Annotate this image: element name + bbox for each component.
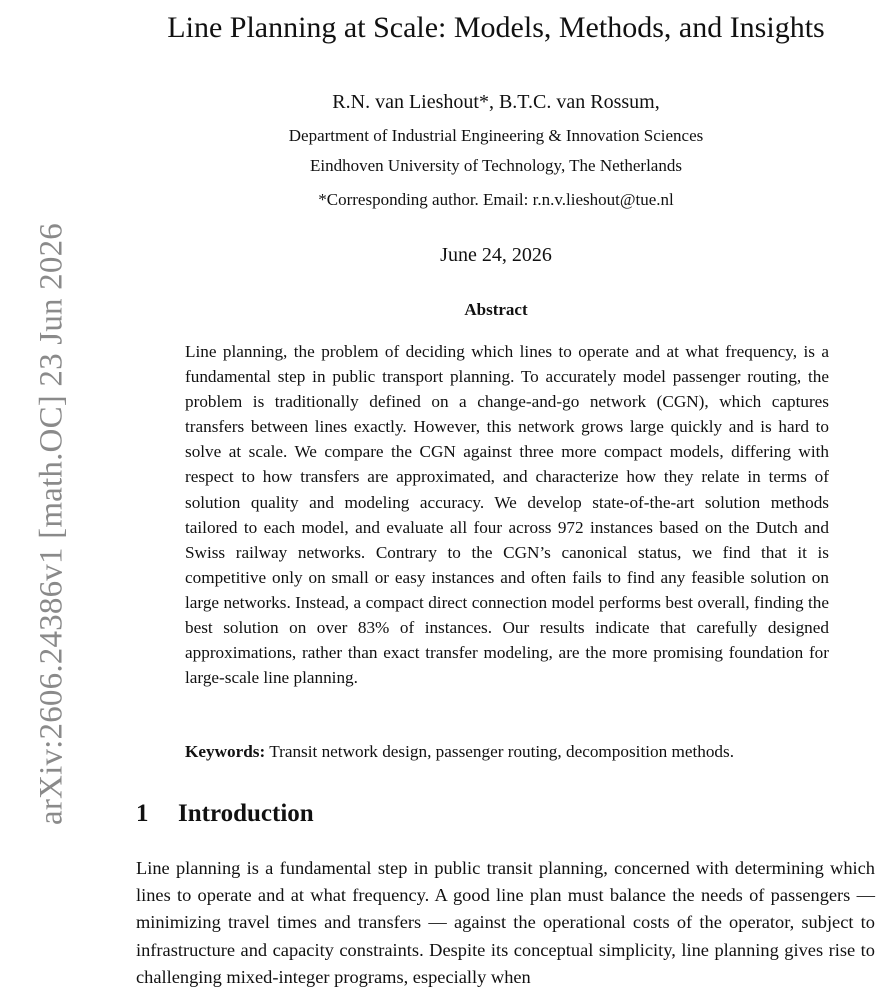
affiliation-department: Department of Industrial Engineering & Innovation Sciences: [288, 126, 704, 145]
abstract-text: Line planning, the problem of deciding which lines to operate and at what frequency, is a fundamental step in public transport planning. To accurately model passenger routing, the problem is traditionally defined on a change-and-go network (CGN), which captures transfers between lines exactly. However, this network grows large quickly and is hard to solve at scale. We compare the CGN against three more compact models, differing with respect to how transfers are approximated, and characterize how they relate in terms of solution quality and modeling accuracy. We develop state-of-the-art solution methods tailored to each model, and evaluate all four across 972 instances based on the Dutch and Swiss railway networks. Contrary to the CGN’s canonical status, we find that it is competitive only on small or easy instances and often fails to find any feasible solution on large networks. Instead, a compact direct connection model performs best overall, finding the best solution on over 83% of instances. Our results indicate that carefully designed approximations, rather than exact transfer modeling, are the more promising foundation for large-scale line planning.: [185, 342, 829, 688]
publication-date: June 24, 2026: [440, 244, 552, 266]
section-number: 1: [136, 800, 149, 827]
keywords-text: Transit network design, passenger routing, decomposition methods.: [269, 742, 735, 761]
section-title: Introduction: [178, 800, 314, 827]
author-list: R.N. van Lieshout*, B.T.C. van Rossum,: [332, 91, 660, 113]
arxiv-identifier-stamp: arXiv:2606.24386v1 [math.OC] 23 Jun 2026: [33, 223, 70, 825]
keywords-label: Keywords:: [185, 742, 266, 761]
keywords-line: [185, 742, 845, 762]
corresponding-author-note: *Corresponding author. Email: r.n.v.lieshout@tue.nl: [318, 190, 674, 209]
section-heading-introduction: [136, 800, 314, 828]
introduction-paragraph: Line planning is a fundamental step in public transit planning, concerned with determining which lines to operate and at what frequency. A good line plan must balance the needs of passengers — minimizing travel times and transfers — against the operational costs of the operator, subject to infrastructure and capacity constraints. Despite its conceptual simplicity, line planning gives rise to challenging mixed-integer programs, especially when: [136, 858, 875, 987]
affiliation-university: Eindhoven University of Technology, The Netherlands: [310, 156, 682, 175]
abstract-heading: Abstract: [464, 300, 528, 319]
paper-title: Line Planning at Scale: Models, Methods, and Insights: [167, 11, 825, 44]
